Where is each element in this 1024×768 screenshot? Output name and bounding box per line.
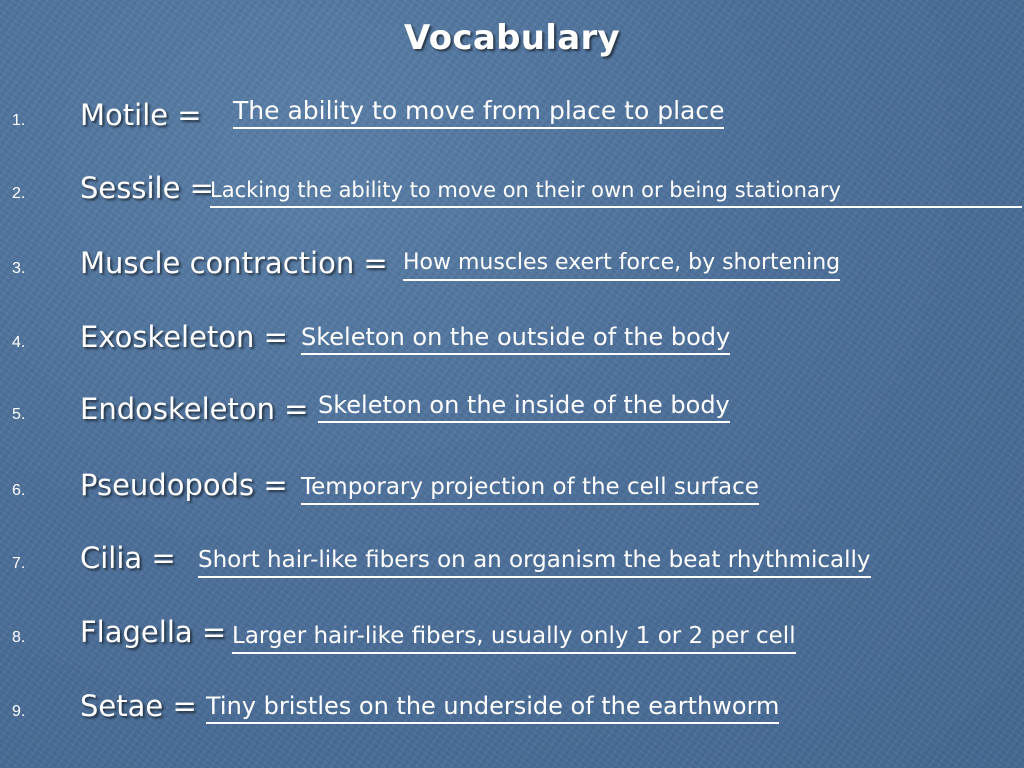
vocab-term: Sessile = — [80, 171, 214, 205]
vocab-term: Cilia = — [80, 541, 176, 575]
item-number: 4. — [12, 334, 26, 351]
vocab-definition: Skeleton on the inside of the body — [318, 390, 730, 423]
vocab-term: Flagella = — [80, 615, 227, 649]
vocab-definition: Lacking the ability to move on their own or being stationary — [210, 175, 1022, 208]
vocab-definition: Larger hair-like fibers, usually only 1 or 2 per cell — [232, 621, 796, 654]
slide-title: Vocabulary — [404, 18, 620, 58]
vocab-definition: Skeleton on the outside of the body — [301, 322, 730, 355]
item-number: 1. — [12, 112, 26, 129]
list-item — [0, 460, 1024, 520]
list-item — [0, 238, 1024, 298]
item-number: 2. — [12, 185, 26, 202]
list-item — [0, 312, 1024, 372]
vocab-term: Exoskeleton = — [80, 320, 288, 354]
vocab-definition: The ability to move from place to place — [233, 96, 724, 129]
item-number: 5. — [12, 406, 26, 423]
item-number: 8. — [12, 629, 26, 646]
list-item — [0, 163, 1024, 223]
vocab-definition: Temporary projection of the cell surface — [301, 472, 759, 505]
vocab-term: Endoskeleton = — [80, 392, 309, 426]
item-number: 6. — [12, 482, 26, 499]
vocab-definition: How muscles exert force, by shortening — [403, 248, 840, 281]
list-item — [0, 607, 1024, 667]
vocab-definition: Tiny bristles on the underside of the earthworm — [206, 691, 779, 724]
item-number: 3. — [12, 260, 26, 277]
vocab-term: Pseudopods = — [80, 468, 288, 502]
vocab-term: Setae = — [80, 689, 197, 723]
vocab-term: Muscle contraction = — [80, 246, 388, 280]
vocab-definition: Short hair-like fibers on an organism the beat rhythmically — [198, 545, 871, 578]
list-item — [0, 384, 1024, 444]
item-number: 7. — [12, 555, 26, 572]
vocab-term: Motile = — [80, 98, 202, 132]
list-item — [0, 533, 1024, 593]
list-item — [0, 681, 1024, 741]
list-item — [0, 90, 1024, 150]
item-number: 9. — [12, 703, 26, 720]
